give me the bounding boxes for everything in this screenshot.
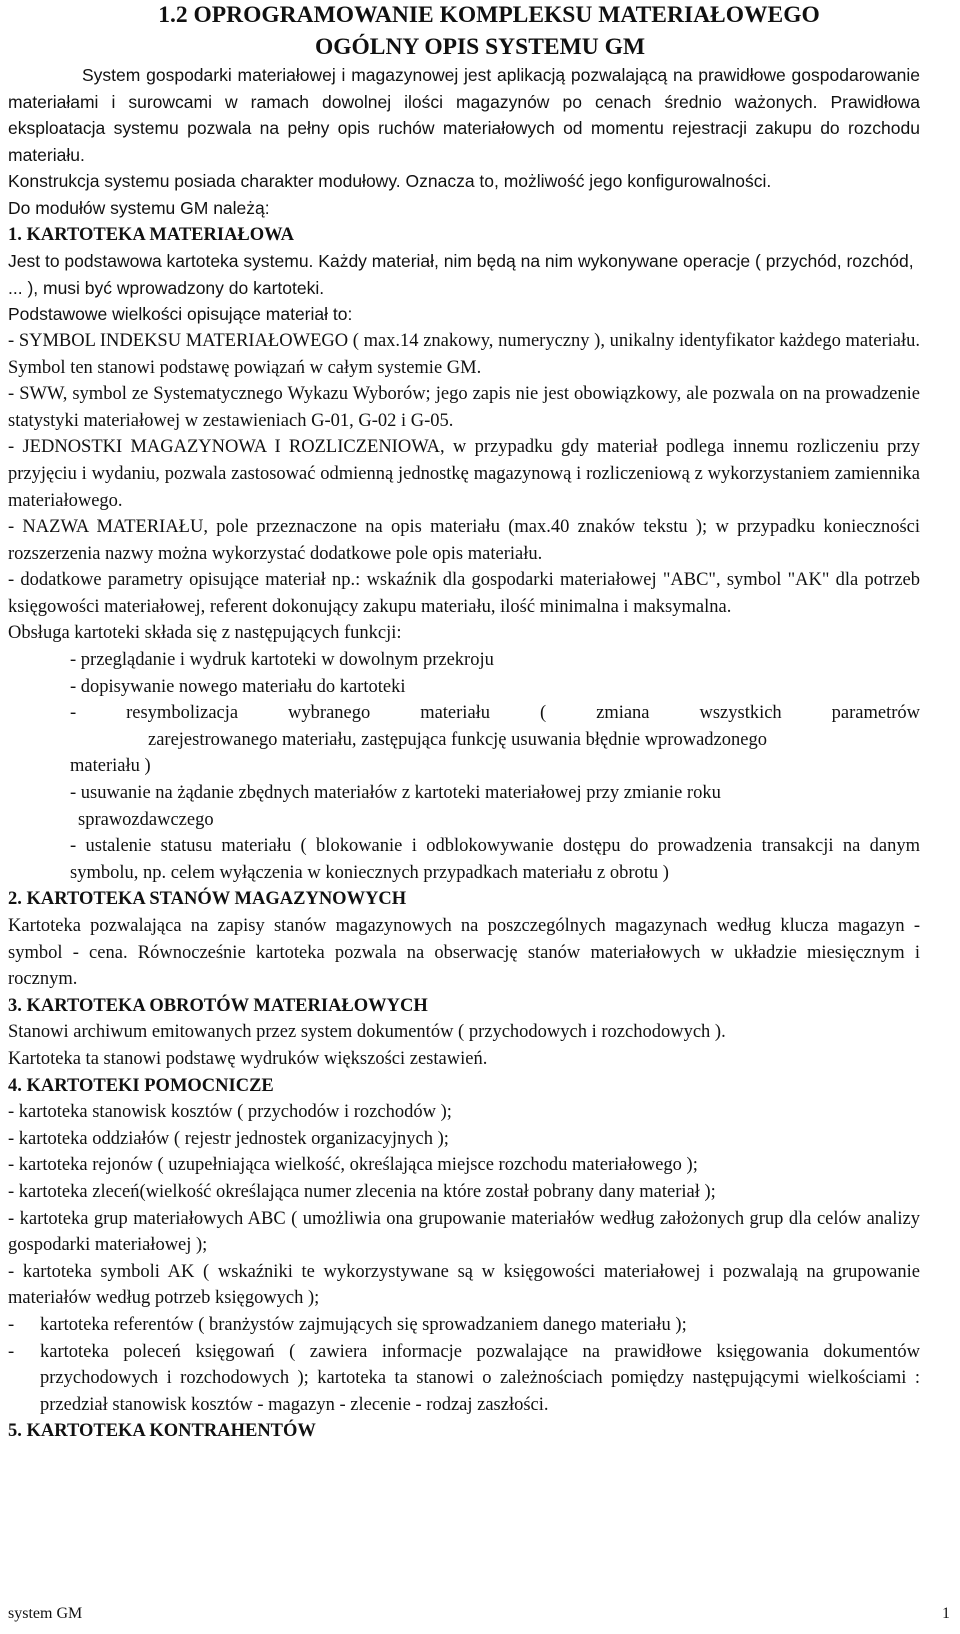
footer-system-name: system GM — [8, 1605, 83, 1622]
auxiliary-file-item: - kartoteka zleceń(wielkość określająca numer zlecenia na które został pobrany dany materiał ); — [8, 1181, 716, 1202]
function-item: - przeglądanie i wydruk kartoteki w dowolnym przekroju — [70, 650, 494, 671]
section-1-paragraph-1: Jest to podstawowa kartoteka systemu. Każdy materiał, nim będą na nim wykonywane operacje ( przychód, rozchód, ... ), musi być wprowadzony do kartoteki. — [8, 251, 914, 298]
section-3-paragraph-1: Stanowi archiwum emitowanych przez system dokumentów ( przychodowych i rozchodowych ). — [8, 1022, 726, 1043]
auxiliary-file-item — [8, 1339, 920, 1419]
section-2-heading: 2. KARTOTEKA STANÓW MAGAZYNOWYCH — [8, 889, 407, 910]
section-3-paragraph-2: Kartoteka ta stanowi podstawę wydruków większości zestawień. — [8, 1048, 488, 1069]
section-5-heading: 5. KARTOTEKA KONTRAHENTÓW — [8, 1421, 316, 1442]
function-item: - resymbolizacja wybranego materiału ( zmiana wszystkich parametrów — [70, 703, 920, 724]
section-3-heading: 3. KARTOTEKA OBROTÓW MATERIAŁOWYCH — [8, 995, 428, 1016]
function-item-continuation: materiału ) — [70, 756, 151, 777]
function-item: - ustalenie statusu materiału ( blokowanie i odblokowywanie dostępu do prowadzenia transakcji na danym symbolu, np. celem wyłączenia w koniecznych przypadkach materiału z obrotu ) — [70, 836, 920, 883]
document-body — [8, 62, 920, 1445]
auxiliary-file-item: - kartoteka oddziałów ( rejestr jednostek organizacyjnych ); — [8, 1128, 449, 1149]
auxiliary-file-item: - kartoteka stanowisk kosztów ( przychodów i rozchodów ); — [8, 1102, 452, 1123]
auxiliary-file-text: kartoteka referentów ( branżystów zajmujących się sprowadzaniem danego materiału ); — [40, 1314, 687, 1335]
intro-paragraph-3: Do modułów systemu GM należą: — [8, 197, 270, 218]
page-number: 1 — [942, 1605, 950, 1622]
list-dash: - — [8, 1314, 15, 1335]
function-item: - usuwanie na żądanie zbędnych materiałów z kartoteki materiałowej przy zmianie roku — [70, 783, 721, 804]
material-attribute-item: - JEDNOSTKI MAGAZYNOWA I ROZLICZENIOWA, w przypadku gdy materiał podlega innemu rozliczeniu przy przyjęciu i wydaniu, pozwala zastosować odmienną jednostkę magazynową i rozliczeniową z wykorzystaniem zamiennika materiałowego. — [8, 437, 920, 511]
functions-list — [8, 647, 920, 886]
list-dash: - — [8, 1341, 15, 1362]
material-attribute-item: - NAZWA MATERIAŁU, pole przeznaczone na opis materiału (max.40 znaków tekstu ); w przypadku konieczności rozszerzenia nazwy można wykorzystać dodatkowe pole opis materiału. — [8, 517, 920, 564]
function-item-continuation: zarejestrowanego materiału, zastępująca funkcję usuwania błędnie wprowadzonego — [148, 729, 767, 750]
function-item: - dopisywanie nowego materiału do kartoteki — [70, 676, 406, 697]
auxiliary-file-text: kartoteka poleceń księgowań ( zawiera informacje pozwalające na prawidłowe księgowania dokumentów przychodowych i rozchodowych ); kartoteka ta stanowi o zależnościach pomiędzy następującymi wielkościami : przedział stanowisk kosztów - magazyn - zlecenie - rodzaj zaszłości. — [40, 1341, 920, 1415]
intro-paragraph-1: System gospodarki materiałowej i magazynowej jest aplikacją pozwalającą na prawidłowe gospodarowanie materiałami i surowcami w ramach dowolnej ilości magazynów po cenach średnio ważonych. Prawidłowa eksploatacja systemu pozwala na pełny opis ruchów materiałowych od momentu rejestracji zakupu do rozchodu materiału. — [8, 65, 920, 165]
auxiliary-file-item: - kartoteka rejonów ( uzupełniająca wielkość, określająca miejsce rozchodu materiałowego ); — [8, 1155, 698, 1176]
material-attribute-item: - SWW, symbol ze Systematycznego Wykazu Wyborów; jego zapis nie jest obowiązkowy, ale pozwala on na prowadzenie statystyki materiałowej w zestawieniach G-01, G-02 i G-05. — [8, 384, 920, 431]
functions-intro: Obsługa kartoteki składa się z następujących funkcji: — [8, 623, 402, 644]
auxiliary-file-item: - kartoteka grup materiałowych ABC ( umożliwia ona grupowanie materiałów według założonych grup dla celów analizy gospodarki materiałowej ); — [8, 1208, 920, 1256]
section-4-heading: 4. KARTOTEKI POMOCNICZE — [8, 1075, 274, 1096]
function-item-continuation: sprawozdawczego — [78, 809, 214, 830]
section-2-paragraph: Kartoteka pozwalająca na zapisy stanów magazynowych na poszczególnych magazynach według klucza magazyn - symbol - cena. Równocześnie kartoteka pozwala na obserwację stanów materiałowych w układzie miesięcznym i rocznym. — [8, 916, 920, 990]
material-attribute-item: - SYMBOL INDEKSU MATERIAŁOWEGO ( max.14 znakowy, numeryczny ), unikalny identyfikator każdego materiału. Symbol ten stanowi podstawę powiązań w całym systemie GM. — [8, 330, 920, 378]
section-1-paragraph-2: Podstawowe wielkości opisujące materiał to: — [8, 304, 353, 325]
auxiliary-file-item: - kartoteka symboli AK ( wskaźniki te wykorzystywane są w księgowości materiałowej i pozwalają na grupowanie materiałów według potrzeb księgowych ); — [8, 1261, 920, 1309]
section-1-heading: 1. KARTOTEKA MATERIAŁOWA — [8, 224, 294, 245]
page-title: 1.2 OPROGRAMOWANIE KOMPLEKSU MATERIAŁOWEGO — [158, 2, 820, 28]
auxiliary-file-item — [8, 1312, 920, 1339]
intro-paragraph-2: Konstrukcja systemu posiada charakter modułowy. Oznacza to, możliwość jego konfigurowalności. — [8, 171, 772, 192]
page-subtitle: OGÓLNY OPIS SYSTEMU GM — [314, 34, 646, 60]
material-attribute-item: - dodatkowe parametry opisujące materiał np.: wskaźnik dla gospodarki materiałowej "ABC", symbol "AK" dla potrzeb księgowości materiałowej, referent dokonujący zakupu materiału, ilość minimalna i maksymalna. — [8, 570, 920, 617]
